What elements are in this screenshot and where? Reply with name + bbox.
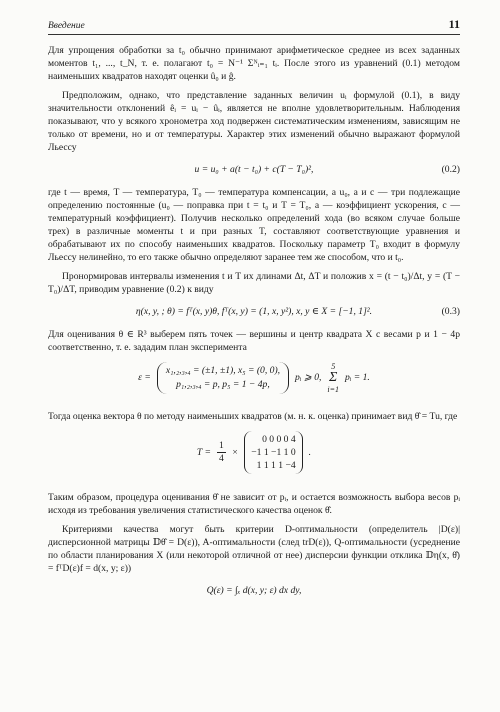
plan-lhs: ε = [138,372,151,383]
paragraph-2: Предположим, однако, что представление заданных величин uᵢ формулой (0.1), в виду значительности отклонений êᵢ = uᵢ − ûᵢ, является не вполне удовлетворительным. Наблюдения показывают, что у всякого хронометра ход подвержен систематическим изменениям, зависящим не только от времени, но и от температуры. Характер этих изменений обычно выражают формулой Льессу [48,90,460,153]
sum-operator [327,362,339,394]
paragraph-5: Для оценивания θ ∈ R³ выберем пять точек — вершины и центр квадрата X с весами p и 1 − 4p соответственно, т. е. зададим план эксперимента [48,329,460,353]
body-text [48,44,460,607]
T-matrix-row-3: 1 1 1 1 −4 [256,460,296,471]
paragraph-4: Пронормировав интервалы изменения t и T их длинами Δt, ΔT и положив x = (t − t₀)/Δt, y = (T − T₀)/ΔT, приводим уравнение (0.2) к виду [48,271,460,295]
T-matrix-row-2: −1 1 −1 1 0 [251,447,296,458]
section-title: Введение [48,21,85,31]
sum-upper: 5 [331,362,336,371]
plan-row-weights: p₁,₂,₃,₄ = p, p₅ = 1 − 4p, [176,379,270,390]
page-number: 11 [448,17,460,31]
sum-sign: Σ [329,370,338,385]
equation-0-3-number: (0.3) [441,306,460,317]
design-plan-equation [48,362,460,402]
equation-0-2-body: u = u₀ + a(t − t₀) + c(T − T₀)², [194,164,314,175]
sum-lower: i=1 [327,385,340,394]
plan-row-points: x₁,₂,₃,₄ = (±1, ±1), x₅ = (0, 0), [165,365,281,376]
paragraph-7: Таким образом, процедура оценивания θ̂ не зависит от pᵢ, и остается возможность выбора весов pᵢ исходя из требования увеличения статистического качества оценок θ̂. [48,492,460,516]
T-end: . [308,446,312,458]
paragraph-6: Тогда оценка вектора θ по методу наименьших квадратов (м. н. к. оценка) принимает вид θ̂ = Tu, где [48,411,458,422]
T-times: × [231,446,239,458]
paragraph-1: Для упрощения обработки за t₀ обычно принимают арифметическое среднее из всех заданных моментов t₁, ..., t_N, т. е. полагают t₀ = N⁻¹ Σᴺᵢ₌₁ tᵢ. После этого из уравнений (0.1) методом наименьших квадратов находят оценки û₀ и ĝ. [48,45,460,82]
plan-matrix [157,362,289,394]
plan-condition: pᵢ ⩾ 0, [295,372,322,383]
T-lhs: T = [196,446,211,458]
equation-0-3-body: η(x, y, ; θ) = fᵀ(x, y)θ, fᵀ(x, y) = (1, x, y²), x, y ∈ X = [−1, 1]². [135,306,373,317]
equation-0-3 [48,304,460,320]
running-header [48,18,460,35]
equation-0-2-number: (0.2) [441,164,460,175]
paragraph-8: Критериями качества могут быть критерии D-оптимальности (определитель |D(ε)| дисперсионной матрицы 𝔻θ̂ = D(ε)), A-оптимальности (след trD(ε)), Q-оптимальности (усреднение по области планирования X (или некоторой отличной от нее) дисперсии функции отклика 𝔻η(x, θ̂) = fᵀD(ε)f = d(x, y; ε)) [48,524,460,574]
T-fraction [217,440,226,465]
T-frac-denominator: 4 [218,453,224,464]
T-matrix-row-1: 0 0 0 0 4 [262,434,296,445]
T-frac-numerator: 1 [218,440,224,451]
T-matrix [244,431,302,474]
Q-criterion-equation [48,583,460,599]
equation-0-2 [48,162,460,178]
Q-equation-body: Q(ε) = ∫ₓ d(x, y; ε) dx dy, [206,585,302,596]
paragraph-3: где t — время, T — температура, T₀ — температура компенсации, а u₀, a и c — три подлежащие определению постоянные (u₀ — поправка при t = t₀ и T = T₀, a — коэффициент ускорения, c — температурный коэффициент). Получив несколько определений хода (во всяком случае больше трех) в различные моменты t и при разных T, составляют соответствующие уравнения и обрабатывают их по способу наименьших квадратов. Поскольку параметр T₀ входит в формулу Льессу нелинейно, то его также обычно определяют заранее тем же способом, что и t₀. [48,187,460,263]
sum-rhs: pᵢ = 1. [345,372,370,383]
T-matrix-equation [48,431,460,483]
